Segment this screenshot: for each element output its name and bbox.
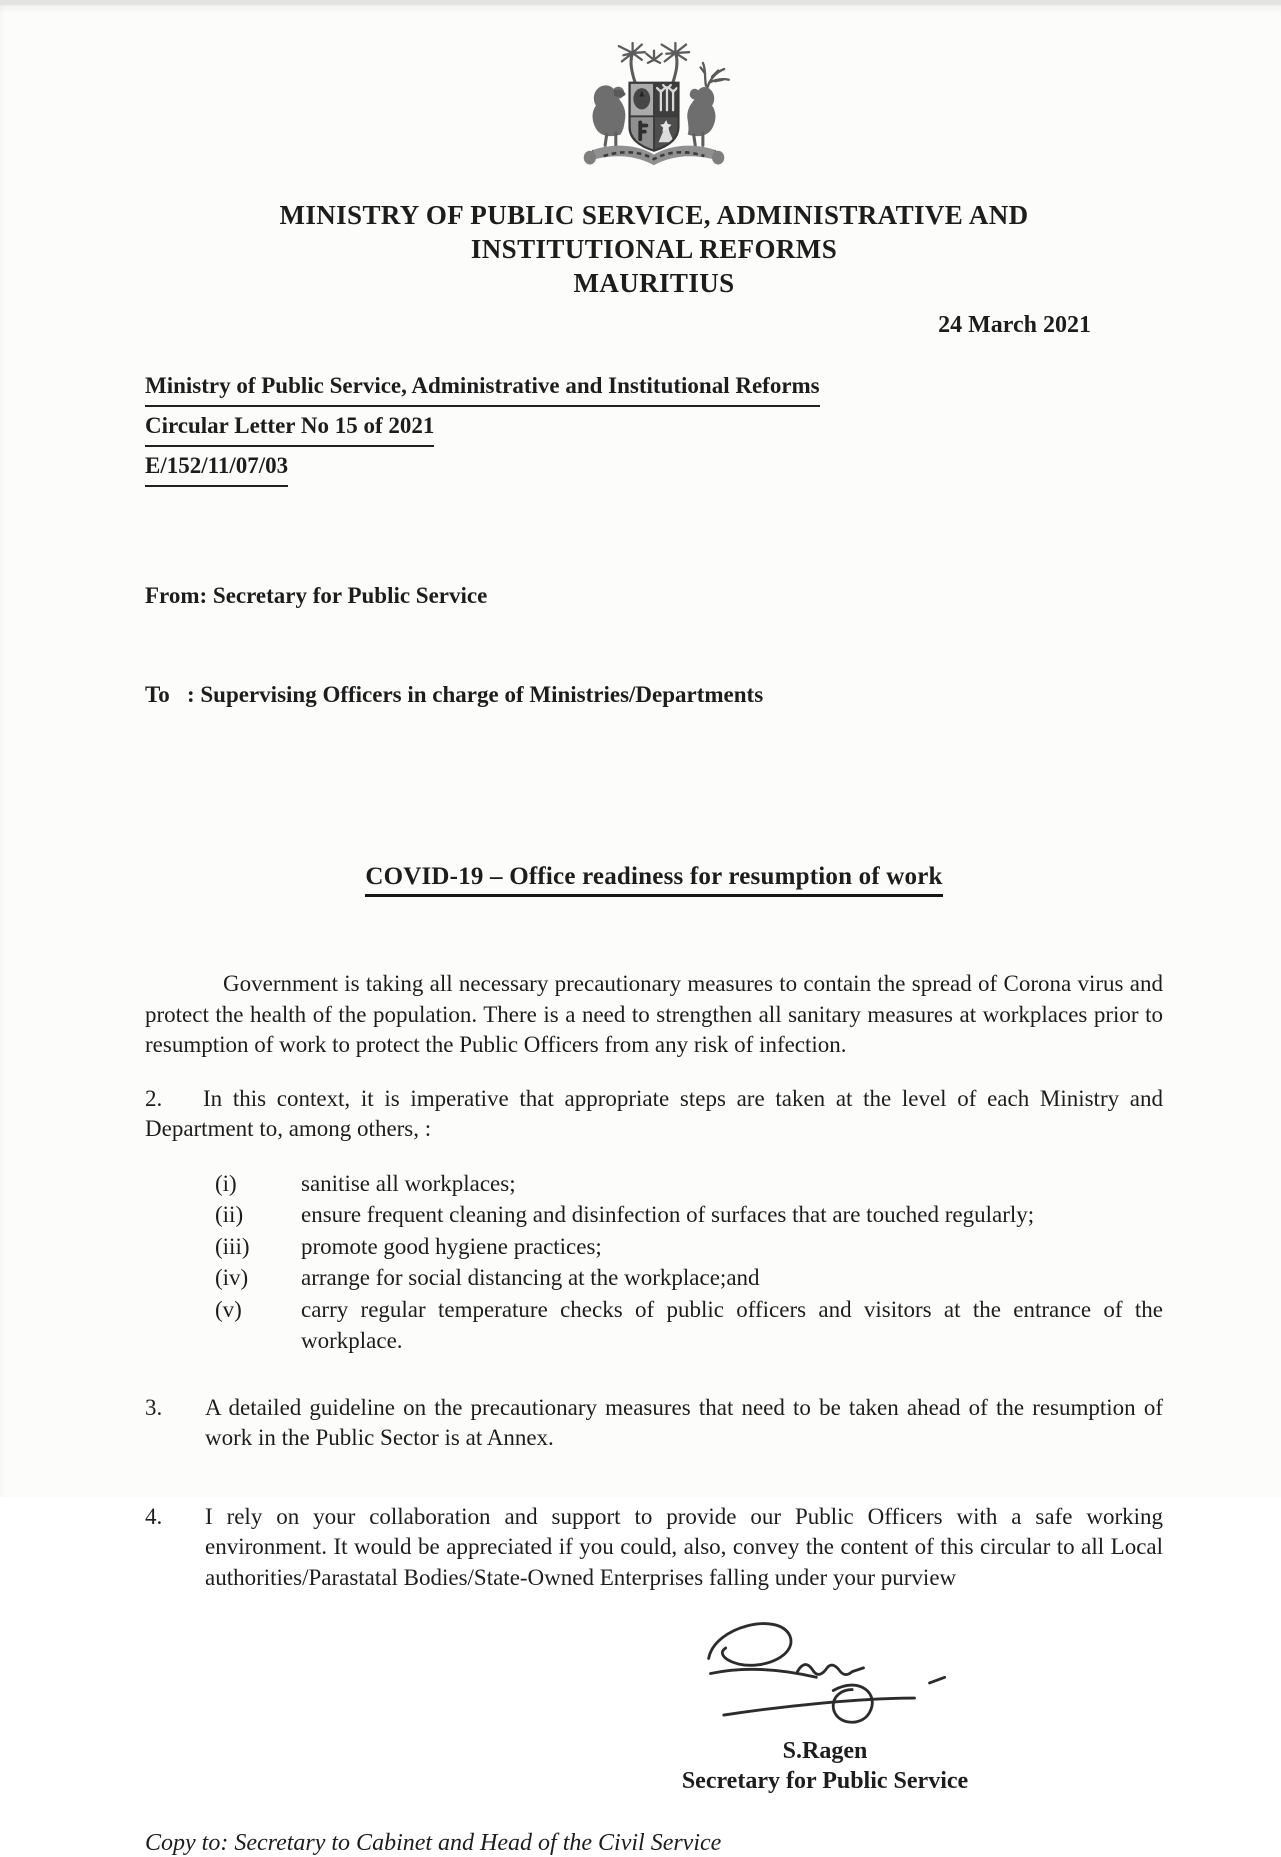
ministry-name-line1: MINISTRY OF PUBLIC SERVICE, ADMINISTRATIVE AND: [279, 200, 1029, 230]
list-item: [145, 1231, 1163, 1263]
letterhead: [145, 35, 1163, 192]
paragraph-4-text: I rely on your collaboration and support to provide our Public Officers with a safe working environment. It would be appreciated if you could, also, convey the content of this circular to all Local authorities/Parastatal Bodies/State-Owned Enterprises falling under your purview: [205, 1503, 1163, 1590]
copy-to-line: Copy to: Secretary to Cabinet and Head of the Civil Service: [145, 1830, 722, 1856]
subject-line: [145, 863, 1163, 897]
list-item-marker: (iii): [215, 1233, 250, 1259]
list-item-text: sanitise all workplaces;: [301, 1170, 516, 1196]
file-reference: E/152/11/07/03: [145, 447, 288, 487]
letter-body: [145, 969, 1163, 1593]
list-item: [145, 1294, 1163, 1357]
signatory-title: Secretary for Public Service: [681, 1768, 969, 1794]
addressing-block: [145, 513, 1163, 777]
from-line: From: Secretary for Public Service: [145, 583, 488, 608]
list-item-text: carry regular temperature checks of public officers and visitors at the entrance of the workplace.: [301, 1296, 1163, 1353]
list-item-marker: (ii): [215, 1202, 244, 1227]
subject-title: COVID-19 – Office readiness for resumption of work: [365, 863, 942, 897]
coat-of-arms-icon: [570, 35, 738, 187]
paragraph-2-number: 2.: [145, 1085, 163, 1111]
list-item: [145, 1262, 1163, 1294]
paragraph-3-text: A detailed guideline on the precautionary measures that need to be taken ahead of the resumption of work in the Public Sector is at Annex.: [205, 1394, 1163, 1450]
measures-list: [145, 1168, 1163, 1357]
paragraph-2-text: In this context, it is imperative that appropriate steps are taken at the level of each Ministry and Department to, among others, :: [145, 1085, 1163, 1141]
list-item-marker: (iv): [215, 1265, 249, 1290]
list-item-text: ensure frequent cleaning and disinfection of surfaces that are touched regularly;: [301, 1202, 1035, 1227]
reference-ministry: Ministry of Public Service, Administrative and Institutional Reforms: [145, 367, 820, 407]
paragraph-3-number: 3.: [145, 1394, 163, 1420]
paragraph-1: Government is taking all necessary precautionary measures to contain the spread of Corona virus and protect the health of the population. There is a need to strengthen all sanitary measures at workplaces prior to resumption of work to protect the Public Officers from any risk of infection.: [145, 971, 1163, 1057]
list-item-marker: (v): [215, 1296, 242, 1322]
country-name: MAURITIUS: [573, 268, 735, 298]
to-line: To : Supervising Officers in charge of Ministries/Departments: [145, 682, 764, 707]
letter-content: [0, 5, 1281, 1857]
paragraph-3: [145, 1393, 1163, 1454]
paragraph-4-number: 4.: [145, 1503, 163, 1529]
signatory-name: S.Ragen: [782, 1738, 868, 1764]
signature-scribble-icon: [688, 1615, 988, 1733]
list-item-marker: (i): [215, 1170, 237, 1196]
ministry-name-line2: INSTITUTIONAL REFORMS: [470, 234, 838, 264]
ministry-header: [145, 198, 1163, 300]
list-item-text: promote good hygiene practices;: [301, 1233, 602, 1259]
paragraph-2: [145, 1084, 1163, 1145]
paragraph-4: [145, 1502, 1163, 1594]
reference-block: [145, 367, 1163, 487]
circular-number: Circular Letter No 15 of 2021: [145, 407, 434, 447]
signature-block: [645, 1615, 1005, 1796]
letter-date: 24 March 2021: [938, 312, 1091, 338]
list-item-text: arrange for social distancing at the workplace;and: [301, 1265, 760, 1290]
list-item: [145, 1199, 1163, 1231]
list-item: [145, 1168, 1163, 1200]
